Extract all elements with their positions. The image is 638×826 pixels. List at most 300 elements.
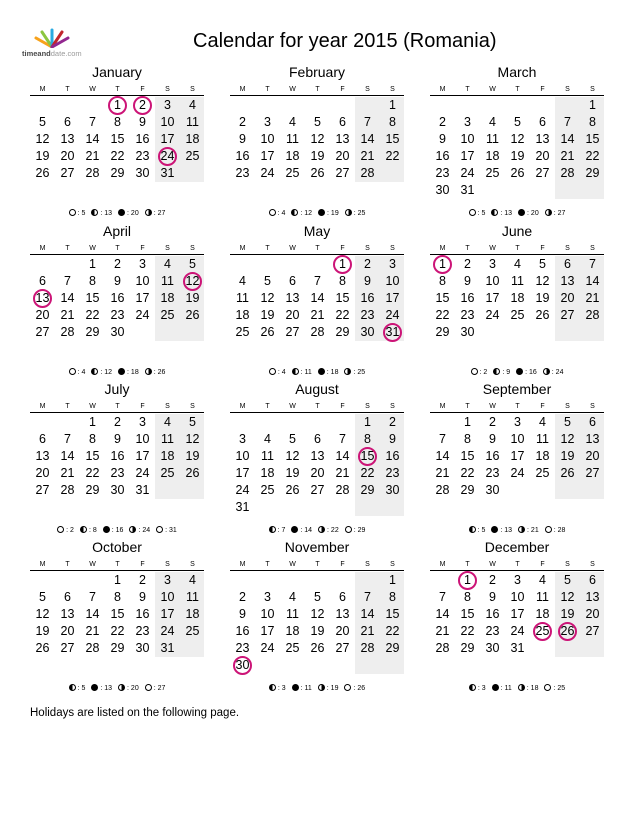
day-cell: 22 (435, 308, 450, 322)
moon-phase (118, 209, 139, 217)
day-cell: 25 (285, 641, 300, 655)
moon-phase (291, 526, 312, 534)
weekday-header: F (540, 561, 545, 568)
weekday-header: M (439, 561, 446, 568)
day-cell: 18 (285, 624, 300, 638)
day-cell: 22 (385, 149, 400, 163)
day-cell: 3 (514, 573, 521, 587)
day-cell: 4 (539, 573, 546, 587)
day-cell: 2 (489, 573, 496, 587)
day-cell: 17 (135, 291, 150, 305)
day-cell: 7 (89, 115, 96, 129)
day-cell: 1 (464, 573, 471, 587)
day-cell: 18 (485, 149, 500, 163)
day-cell: 7 (589, 257, 596, 271)
day-cell: 13 (585, 590, 600, 604)
day-cell: 22 (585, 149, 600, 163)
moon-phase (269, 684, 286, 692)
day-cell: 11 (261, 449, 274, 463)
first-quarter-icon (145, 368, 152, 375)
day-cell: 12 (35, 607, 50, 621)
day-cell: 16 (235, 149, 250, 163)
day-cell: 13 (285, 291, 300, 305)
moon-phase (291, 209, 312, 217)
day-cell: 20 (285, 308, 300, 322)
day-cell: 27 (585, 466, 600, 480)
day-cell: 23 (460, 308, 475, 322)
moon-phase (344, 684, 365, 692)
moon-phases (30, 526, 204, 534)
day-cell: 10 (385, 274, 400, 288)
weekday-header: F (140, 403, 145, 410)
day-cell: 24 (260, 641, 275, 655)
day-cell: 26 (535, 308, 550, 322)
weekday-header: F (340, 403, 345, 410)
day-cell: 27 (535, 166, 550, 180)
moon-phase-date: : 27 (153, 685, 166, 692)
moon-phase (91, 368, 112, 376)
day-cell: 5 (564, 573, 571, 587)
day-cell: 2 (389, 415, 396, 429)
day-cell: 28 (435, 641, 450, 655)
day-cell: 28 (60, 325, 75, 339)
moon-phase (69, 209, 86, 217)
day-cell: 3 (514, 415, 521, 429)
day-cell: 6 (589, 415, 596, 429)
moon-phase-date: : 13 (500, 527, 513, 534)
day-cell: 6 (589, 573, 596, 587)
day-cell: 7 (89, 590, 96, 604)
day-cell: 24 (135, 308, 150, 322)
day-cell: 29 (85, 325, 100, 339)
day-cell: 16 (135, 132, 150, 146)
day-cell: 29 (460, 641, 475, 655)
day-cell: 28 (585, 308, 600, 322)
day-cell: 12 (310, 132, 325, 146)
day-cell: 17 (160, 132, 175, 146)
day-cell: 7 (439, 590, 446, 604)
new-moon-icon (103, 526, 110, 533)
moon-phase-date: : 13 (500, 210, 513, 217)
weekday-header: S (365, 86, 370, 93)
day-cell: 27 (285, 325, 300, 339)
weekday-header: T (265, 86, 270, 93)
day-cell: 27 (310, 483, 325, 497)
day-cell: 13 (60, 607, 75, 621)
day-cell: 21 (435, 624, 450, 638)
day-cell: 25 (160, 466, 175, 480)
weekday-header: W (489, 245, 496, 252)
day-cell: 6 (564, 257, 571, 271)
day-cell: 20 (35, 308, 50, 322)
day-cell: 6 (39, 432, 46, 446)
moon-phase-date: : 20 (527, 210, 539, 217)
day-cell: 9 (389, 432, 396, 446)
day-cell: 31 (160, 641, 175, 655)
day-cell: 30 (110, 483, 125, 497)
day-cell: 7 (364, 590, 371, 604)
day-cell: 21 (360, 149, 375, 163)
day-cell: 16 (435, 149, 450, 163)
moon-phase-date: : 19 (327, 210, 339, 217)
day-cell: 8 (339, 274, 346, 288)
day-cell: 8 (114, 590, 121, 604)
last-quarter-icon (292, 368, 299, 375)
moon-phase (145, 368, 166, 376)
day-cell: 24 (510, 624, 525, 638)
first-quarter-icon (518, 526, 525, 533)
weekday-header: M (39, 403, 46, 410)
moon-phase (292, 368, 312, 376)
day-cell: 10 (260, 607, 275, 621)
weekday-header: F (340, 245, 345, 252)
day-cell: 18 (185, 607, 200, 621)
moon-phase (80, 526, 97, 534)
moon-phase-date: : 31 (165, 527, 177, 534)
moon-phase (269, 526, 286, 534)
weekday-header: M (239, 86, 246, 93)
moon-phase (318, 368, 339, 376)
moon-phases (30, 684, 204, 692)
day-cell: 21 (585, 291, 600, 305)
day-cell: 30 (135, 641, 150, 655)
day-cell: 2 (139, 573, 146, 587)
day-cell: 1 (439, 257, 446, 271)
day-cell: 25 (535, 466, 550, 480)
weekday-header: T (515, 86, 520, 93)
day-cell: 1 (114, 573, 121, 587)
day-cell: 3 (464, 115, 471, 129)
moon-phase (516, 368, 537, 376)
day-cell: 24 (260, 166, 275, 180)
day-cell: 19 (285, 466, 300, 480)
day-cell: 5 (39, 590, 46, 604)
day-cell: 30 (235, 658, 250, 672)
month-name: October (92, 539, 142, 555)
day-cell: 11 (186, 115, 199, 129)
day-cell: 6 (289, 274, 296, 288)
day-cell: 13 (60, 132, 75, 146)
day-cell: 5 (314, 115, 321, 129)
day-cell: 17 (235, 466, 250, 480)
weekday-header: M (39, 86, 46, 93)
day-cell: 27 (335, 641, 350, 655)
holiday-ring (533, 622, 552, 641)
day-cell: 21 (85, 149, 100, 163)
day-cell: 15 (360, 449, 375, 463)
weekday-header: W (89, 86, 96, 93)
day-cell: 4 (264, 432, 271, 446)
weekday-header: W (289, 561, 296, 568)
weekday-header: T (115, 561, 120, 568)
weekday-header: S (165, 245, 170, 252)
moon-phase-date: : 12 (100, 369, 113, 376)
day-cell: 20 (560, 291, 575, 305)
moon-phase-date: : 27 (153, 210, 166, 217)
day-cell: 8 (389, 590, 396, 604)
weekday-header: M (39, 245, 46, 252)
day-cell: 10 (460, 132, 475, 146)
full-moon-icon (69, 209, 76, 216)
day-cell: 29 (360, 483, 375, 497)
weekday-header: F (140, 561, 145, 568)
day-cell: 5 (539, 257, 546, 271)
month-name: November (284, 539, 350, 555)
moon-phase-date: : 2 (479, 369, 488, 376)
holiday-ring (458, 571, 477, 590)
day-cell: 20 (310, 466, 325, 480)
holiday-ring (108, 96, 127, 115)
moon-phases (430, 684, 604, 692)
day-cell: 31 (385, 325, 400, 339)
first-quarter-icon (318, 526, 325, 533)
day-cell: 12 (310, 607, 325, 621)
day-cell: 25 (160, 308, 175, 322)
day-cell: 23 (485, 624, 500, 638)
day-cell: 22 (360, 466, 375, 480)
day-cell: 18 (160, 449, 175, 463)
moon-phase (318, 684, 339, 692)
header-divider (230, 570, 404, 571)
moon-phase-date: : 26 (353, 685, 366, 692)
moon-phase (345, 209, 366, 217)
moon-phase-date: : 5 (477, 527, 486, 534)
day-cell: 13 (335, 132, 350, 146)
last-quarter-icon (469, 684, 476, 691)
moon-phase (491, 526, 512, 534)
day-cell: 23 (110, 466, 125, 480)
moon-phases (430, 209, 604, 217)
day-cell: 19 (560, 449, 575, 463)
weekday-header: S (565, 403, 570, 410)
day-cell: 4 (514, 257, 521, 271)
weekday-header: T (315, 245, 320, 252)
day-cell: 30 (360, 325, 375, 339)
full-moon-icon (471, 368, 478, 375)
day-cell: 21 (360, 624, 375, 638)
day-cell: 8 (114, 115, 121, 129)
day-cell: 20 (535, 149, 550, 163)
moon-phases (430, 368, 604, 376)
day-cell: 10 (160, 115, 175, 129)
full-moon-icon (544, 684, 551, 691)
weekday-header: M (239, 403, 246, 410)
moon-phase (491, 209, 512, 217)
moon-phase (518, 526, 539, 534)
day-cell: 28 (85, 641, 100, 655)
day-cell: 8 (89, 274, 96, 288)
moon-phase-date: : 13 (100, 210, 113, 217)
day-cell: 23 (135, 149, 150, 163)
day-cell: 12 (185, 432, 200, 446)
day-cell: 2 (239, 590, 246, 604)
moon-phase-date: : 18 (526, 685, 539, 692)
moon-phase (118, 684, 139, 692)
day-cell: 15 (460, 449, 475, 463)
day-cell: 25 (485, 166, 500, 180)
day-cell: 22 (110, 149, 125, 163)
day-cell: 26 (260, 325, 275, 339)
day-cell: 3 (389, 257, 396, 271)
day-cell: 27 (35, 325, 50, 339)
day-cell: 20 (60, 149, 75, 163)
day-cell: 24 (235, 483, 250, 497)
day-cell: 13 (35, 291, 50, 305)
day-cell: 23 (485, 466, 500, 480)
day-cell: 22 (85, 466, 100, 480)
day-cell: 11 (536, 432, 549, 446)
day-cell: 8 (464, 590, 471, 604)
weekday-header: T (465, 245, 470, 252)
first-quarter-icon (129, 526, 136, 533)
moon-phase (344, 368, 365, 376)
day-cell: 16 (110, 449, 125, 463)
weekday-header: S (565, 86, 570, 93)
day-cell: 4 (289, 115, 296, 129)
first-quarter-icon (118, 684, 125, 691)
weekday-header: S (365, 561, 370, 568)
month-name: June (501, 223, 533, 239)
day-cell: 30 (485, 641, 500, 655)
weekday-header: M (439, 403, 446, 410)
day-cell: 2 (139, 98, 146, 112)
header-divider (230, 254, 404, 255)
day-cell: 31 (135, 483, 150, 497)
day-cell: 27 (335, 166, 350, 180)
day-cell: 4 (189, 98, 196, 112)
day-cell: 15 (85, 291, 100, 305)
day-cell: 15 (385, 607, 400, 621)
day-cell: 23 (235, 641, 250, 655)
header-divider (30, 254, 204, 255)
day-cell: 15 (460, 607, 475, 621)
day-cell: 17 (460, 149, 475, 163)
day-cell: 10 (235, 449, 250, 463)
day-cell: 30 (485, 483, 500, 497)
day-cell: 21 (60, 308, 75, 322)
day-cell: 18 (235, 308, 250, 322)
moon-phase-date: : 24 (138, 527, 151, 534)
weekday-header: M (439, 245, 446, 252)
day-cell: 11 (161, 274, 174, 288)
full-moon-icon (344, 684, 351, 691)
weekday-header: S (190, 245, 195, 252)
day-cell: 15 (85, 449, 100, 463)
day-cell: 27 (60, 166, 75, 180)
day-cell: 14 (85, 132, 100, 146)
holiday-ring (133, 96, 152, 115)
weekday-header: T (465, 86, 470, 93)
first-quarter-icon (545, 209, 552, 216)
day-cell: 17 (385, 291, 400, 305)
day-cell: 4 (164, 257, 171, 271)
new-moon-icon (118, 209, 125, 216)
day-cell: 14 (60, 291, 75, 305)
day-cell: 10 (260, 132, 275, 146)
new-moon-icon (292, 684, 299, 691)
month-name: December (484, 539, 550, 555)
moon-phases (30, 368, 204, 376)
day-cell: 7 (439, 432, 446, 446)
last-quarter-icon (91, 209, 98, 216)
day-cell: 7 (564, 115, 571, 129)
day-cell: 14 (310, 291, 325, 305)
day-cell: 14 (360, 132, 375, 146)
day-cell: 21 (560, 149, 575, 163)
holiday-ring (33, 289, 52, 308)
day-cell: 17 (510, 449, 525, 463)
weekday-header: S (165, 86, 170, 93)
day-cell: 6 (339, 590, 346, 604)
weekday-header: F (340, 561, 345, 568)
moon-phase (318, 526, 339, 534)
day-cell: 25 (285, 166, 300, 180)
day-cell: 17 (260, 624, 275, 638)
holiday-ring (358, 447, 377, 466)
day-cell: 12 (560, 432, 575, 446)
moon-phase (544, 684, 565, 692)
day-cell: 14 (60, 449, 75, 463)
day-cell: 26 (35, 641, 50, 655)
moon-phase-date: : 27 (553, 210, 566, 217)
day-cell: 15 (110, 607, 125, 621)
day-cell: 5 (189, 257, 196, 271)
weekday-header: F (140, 245, 145, 252)
day-cell: 9 (114, 432, 121, 446)
day-cell: 20 (35, 466, 50, 480)
day-cell: 10 (485, 274, 500, 288)
new-moon-icon (492, 684, 499, 691)
moon-phase (469, 209, 486, 217)
day-cell: 8 (589, 115, 596, 129)
moon-phase (518, 684, 539, 692)
moon-phase-date: : 2 (66, 527, 74, 534)
weekday-header: W (89, 245, 96, 252)
weekday-header: S (390, 561, 395, 568)
day-cell: 3 (164, 573, 171, 587)
day-cell: 16 (385, 449, 400, 463)
page-title: Calendar for year 2015 (Romania) (193, 30, 497, 52)
day-cell: 1 (589, 98, 596, 112)
day-cell: 27 (35, 483, 50, 497)
weekday-header: T (65, 86, 70, 93)
day-cell: 22 (85, 308, 100, 322)
weekday-header: T (265, 403, 270, 410)
moon-phase-date: : 28 (553, 527, 566, 534)
day-cell: 25 (235, 325, 250, 339)
weekday-header: M (39, 561, 46, 568)
day-cell: 9 (439, 132, 446, 146)
day-cell: 30 (435, 183, 450, 197)
day-cell: 23 (435, 166, 450, 180)
day-cell: 8 (364, 432, 371, 446)
day-cell: 11 (536, 590, 549, 604)
day-cell: 28 (60, 483, 75, 497)
weekday-header: M (439, 86, 446, 93)
day-cell: 18 (535, 449, 550, 463)
header-divider (230, 412, 404, 413)
weekday-header: S (165, 561, 170, 568)
day-cell: 15 (335, 291, 350, 305)
weekday-header: S (390, 86, 395, 93)
day-cell: 26 (185, 466, 200, 480)
moon-phase (292, 684, 312, 692)
day-cell: 2 (364, 257, 371, 271)
day-cell: 2 (114, 415, 121, 429)
day-cell: 7 (64, 274, 71, 288)
weekday-header: W (289, 245, 296, 252)
day-cell: 3 (264, 590, 271, 604)
